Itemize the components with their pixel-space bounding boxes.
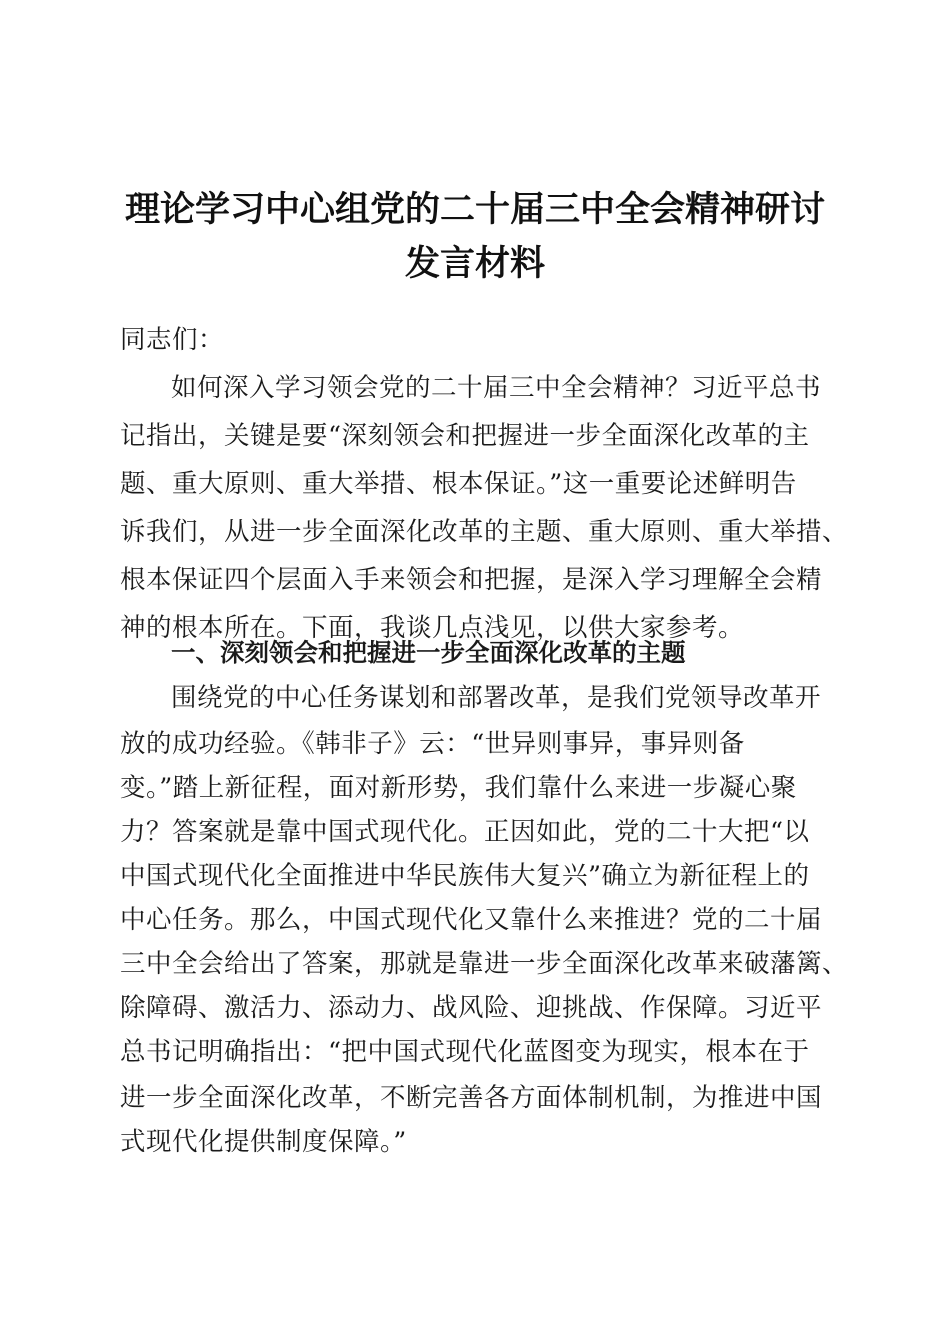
paragraph-1-line: 如何深入学习领会党的二十届三中全会精神？习近平总书 bbox=[171, 373, 822, 403]
paragraph-2-line: 进一步全面深化改革，不断完善各方面体制机制，为推进中国 bbox=[120, 1083, 823, 1113]
document-title-line-2: 发言材料 bbox=[404, 244, 545, 284]
paragraph-2-line: 中国式现代化全面推进中华民族伟大复兴”确立为新征程上的 bbox=[120, 861, 810, 891]
paragraph-2-line: 总书记明确指出：“把中国式现代化蓝图变为现实，根本在于 bbox=[120, 1037, 810, 1067]
paragraph-2-line: 除障碍、激活力、添动力、战风险、迎挑战、作保障。习近平 bbox=[120, 993, 823, 1023]
paragraph-2-line: 中心任务。那么，中国式现代化又靠什么来推进？党的二十届 bbox=[120, 905, 823, 935]
paragraph-1-line: 题、重大原则、重大举措、根本保证。”这一重要论述鲜明告 bbox=[120, 469, 797, 499]
paragraph-2-line: 力？答案就是靠中国式现代化。正因如此，党的二十大把“以 bbox=[120, 817, 810, 847]
paragraph-2-line: 围绕党的中心任务谋划和部署改革，是我们党领导改革开 bbox=[171, 683, 822, 713]
paragraph-2-line: 三中全会给出了答案，那就是靠进一步全面深化改革来破藩篱、 bbox=[120, 949, 849, 979]
paragraph-1-line: 诉我们，从进一步全面深化改革的主题、重大原则、重大举措、 bbox=[120, 517, 849, 547]
paragraph-1-line: 记指出，关键是要“深刻领会和把握进一步全面深化改革的主 bbox=[120, 421, 810, 451]
salutation: 同志们： bbox=[120, 325, 225, 355]
paragraph-2-line: 放的成功经验。《韩非子》云：“世异则事异，事异则备 bbox=[120, 729, 745, 759]
paragraph-1-line: 根本保证四个层面入手来领会和把握，是深入学习理解全会精 bbox=[120, 565, 823, 595]
paragraph-2-line: 式现代化提供制度保障。” bbox=[120, 1127, 407, 1157]
document-title-line-1: 理论学习中心组党的二十届三中全会精神研讨 bbox=[124, 190, 825, 230]
section-1-heading: 一、深刻领会和把握进一步全面深化改革的主题 bbox=[171, 638, 686, 667]
paragraph-2-line: 变。”踏上新征程，面对新形势，我们靠什么来进一步凝心聚 bbox=[120, 773, 797, 803]
paragraph-1-line: 神的根本所在。下面，我谈几点浅见，以供大家参考。 bbox=[120, 613, 745, 643]
